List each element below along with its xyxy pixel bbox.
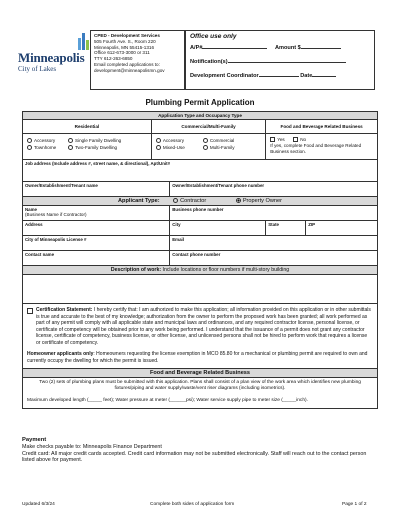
- footer-updated: Updated 6/3/24: [22, 502, 55, 507]
- dept-line: 505 Fourth Ave. S., Room 220: [94, 38, 156, 44]
- res-accessory-label: Accessory: [34, 138, 56, 143]
- com-accessory-label: Accessory: [162, 138, 185, 143]
- payment-section: [22, 437, 378, 464]
- logo-name: Minneapolis: [18, 50, 85, 65]
- property-owner-label: Property Owner: [242, 198, 282, 204]
- dept-line: Email completed applications to:: [94, 61, 160, 67]
- address-field[interactable]: [23, 221, 170, 236]
- radio-com-multi[interactable]: [203, 145, 208, 150]
- zip-label: ZIP: [308, 222, 316, 227]
- developed-length-text[interactable]: Maximum developed length (_____ feet); Water pressure at meter (______psi); Water service supply pipe to meter size (_____inch).: [27, 398, 308, 403]
- office-use-title: Office use only: [190, 33, 237, 40]
- ap-field[interactable]: [202, 48, 267, 49]
- dept-line: CPED - Development Services: [94, 33, 160, 38]
- coordinator-field[interactable]: [259, 76, 299, 77]
- dept-line: Minneapolis, MN 55415-1316: [94, 44, 155, 50]
- work-description-field[interactable]: [23, 275, 378, 304]
- dept-line: TTY 612-263-6850: [94, 56, 133, 62]
- contact-phone-label: Contact phone number: [172, 252, 221, 257]
- com-commercial-label: Commercial: [209, 138, 235, 143]
- date-label: Date: [300, 73, 313, 79]
- applicant-type-label: Applicant Type:: [118, 198, 160, 204]
- food-plans-text: Two (2) sets of plumbing plans must be submitted with this application. Plans shall consist of a plan view of the work area which identifies new plumbing fixtures/piping and water supply/waste/vent riser diagrams (including isometrics).: [39, 380, 361, 391]
- radio-res-accessory[interactable]: [27, 138, 32, 143]
- notification-field[interactable]: [228, 62, 346, 63]
- food-no-label: No: [300, 137, 307, 142]
- footer-page: Page 1 of 2: [342, 502, 367, 507]
- license-field[interactable]: [23, 236, 170, 251]
- contractor-label: Contractor: [180, 198, 207, 204]
- business-phone-field[interactable]: [170, 206, 378, 221]
- zip-field[interactable]: [306, 221, 378, 236]
- food-yes-label: Yes: [277, 137, 285, 142]
- email-label: Email: [172, 237, 184, 242]
- checkbox-food-yes[interactable]: [270, 137, 275, 142]
- city-logo: [18, 30, 98, 73]
- work-hint: Include locations or floor numbers if multi-story building: [162, 267, 290, 273]
- name-field[interactable]: [23, 206, 170, 221]
- contact-phone-field[interactable]: [170, 251, 378, 266]
- job-address-field[interactable]: [23, 160, 378, 182]
- radio-com-commercial[interactable]: [203, 138, 208, 143]
- state-field[interactable]: [266, 221, 306, 236]
- city-field[interactable]: [170, 221, 266, 236]
- logo-skyline-icon: [76, 30, 90, 52]
- amount-field[interactable]: [301, 48, 341, 49]
- email-field[interactable]: [170, 236, 378, 251]
- department-address-box: [90, 30, 185, 90]
- city-label: City: [172, 222, 181, 227]
- payment-title: Payment: [22, 437, 47, 443]
- res-single-label: Single Family Dwelling: [75, 138, 122, 143]
- certification-text: I hereby certify that: I am authorized to make this application; all information provided on this application or in other submittals is true and accurate to the best of my knowledge; authorization from the owner to perform the proposed work has been granted; all work performed as part of any permit will comply with all applicable state and municipal laws and ordinances, and any required contractor license, personal license, or certificate of competency will be obtained prior to any work being performed. I understand that the issuance of a permit does not grant any contractor license, certificate of competency, business license, or other license, and unlicensed persons shall not be hired to perform work that requires a license or certificate of competency.: [36, 307, 371, 346]
- owner-phone-field[interactable]: [170, 182, 378, 197]
- notification-label: Notification(s): [190, 59, 228, 65]
- radio-res-townhome[interactable]: [27, 145, 32, 150]
- payment-line-2: Credit card: All major credit cards accepted. Credit card information may not be submitted electronically. Staff will reach out to the contact person listed above for payment.: [22, 450, 367, 464]
- logo-subtitle: City of Lakes: [18, 65, 57, 73]
- checkbox-food-no[interactable]: [293, 137, 298, 142]
- food-section-header: Food and Beverage Related Business: [23, 369, 378, 378]
- radio-com-mixed[interactable]: [156, 145, 161, 150]
- amount-label: Amount $: [275, 45, 301, 51]
- owner-name-label: Owner/Establishment/Tenant name: [25, 183, 98, 188]
- office-use-box: [185, 30, 375, 90]
- radio-res-two-family[interactable]: [68, 145, 73, 150]
- job-address-label: Job address (Include address #, street name, & directional), Apt/Unit#: [25, 161, 171, 166]
- dept-line: Office 612-673-3000 or 311: [94, 50, 150, 56]
- footer-center: Complete both sides of application form: [150, 502, 235, 507]
- homeowner-text: : Homeowners requesting the license exemption in MCO 85.80 for a mechanical or plumbing permit are required to own and currently occupy the dwelling for which the permit is issued.: [27, 351, 368, 364]
- license-label: City of Minneapolis License #: [25, 237, 87, 242]
- res-two-family-label: Two-Family Dwelling: [75, 145, 118, 150]
- business-phone-label: Business phone number: [172, 207, 224, 212]
- homeowner-title: Homeowner applicants only: [27, 351, 94, 357]
- certification-title: Certification Statement:: [36, 307, 93, 313]
- com-multi-label: Multi-Family: [209, 145, 235, 150]
- contact-name-label: Contact name: [25, 252, 55, 257]
- radio-contractor[interactable]: [173, 198, 178, 203]
- coordinator-label: Development Coordinator: [190, 73, 259, 79]
- com-mixed-label: Mixed-Use: [162, 145, 185, 150]
- work-label: Description of work:: [110, 267, 162, 273]
- page-title: Plumbing Permit Application: [145, 98, 255, 107]
- contact-name-field[interactable]: [23, 251, 170, 266]
- type-section-header: Application Type and Occupancy Type: [23, 112, 378, 120]
- dept-email: development@minneapolismn.gov: [94, 67, 165, 73]
- radio-property-owner[interactable]: [236, 198, 241, 203]
- commercial-title: Commercial/Multi-Family: [151, 120, 265, 134]
- owner-name-field[interactable]: [23, 182, 170, 197]
- radio-res-single[interactable]: [68, 138, 73, 143]
- radio-com-accessory[interactable]: [156, 138, 161, 143]
- food-title: Food and Beverage Related Business: [266, 120, 378, 134]
- owner-phone-label: Owner/Establishment/Tenant phone number: [172, 183, 265, 188]
- name-label: Name: [25, 207, 37, 212]
- ap-label: A/P#: [190, 45, 203, 51]
- residential-title: Residential: [23, 120, 152, 134]
- res-townhome-label: Townhome: [34, 145, 57, 150]
- payment-line-1: Make checks payable to: Minneapolis Finance Department: [22, 443, 162, 450]
- certification-checkbox[interactable]: [27, 308, 33, 314]
- food-note: If yes, complete Food and Beverage Related Business section.: [270, 143, 362, 154]
- state-label: State: [268, 222, 279, 227]
- address-label: Address: [25, 222, 43, 227]
- application-form: [22, 111, 378, 409]
- name-sublabel: (Business Name if Contractor): [25, 212, 87, 217]
- date-field[interactable]: [312, 76, 336, 77]
